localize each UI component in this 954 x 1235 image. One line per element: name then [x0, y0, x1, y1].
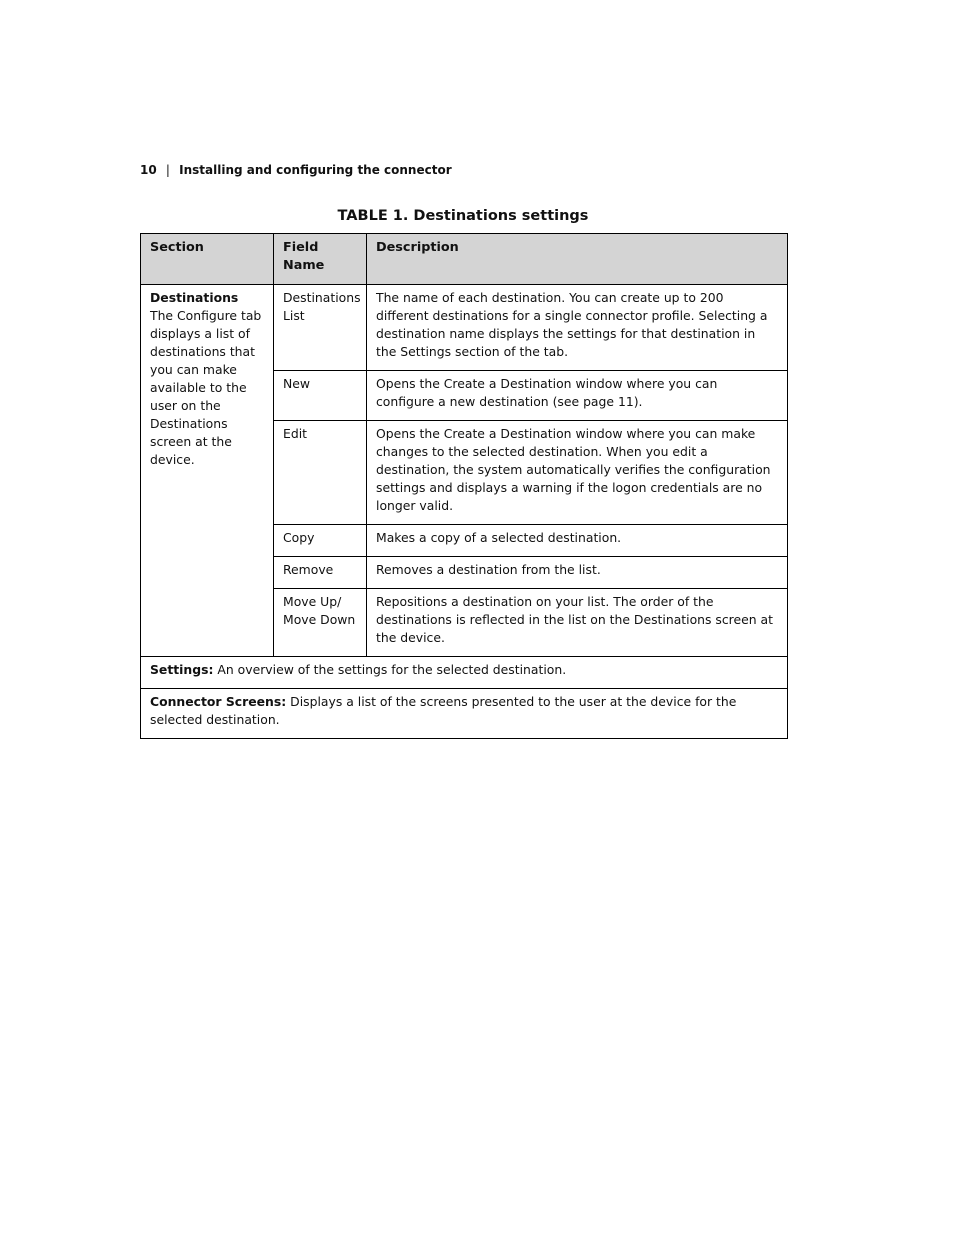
description-cell: Repositions a destination on your list. The order of the destinations is reflected in the list on the Destinations screen at the device.: [367, 589, 788, 657]
header-field-name: Field Name: [274, 234, 367, 285]
description-cell: Opens the Create a Destination window where you can make changes to the selected destination. When you edit a destination, the system automatically verifies the configuration settings and displays a warning if the logon credentials are no longer valid.: [367, 421, 788, 525]
destinations-settings-table: [140, 233, 788, 739]
field-cell: New: [274, 371, 367, 421]
field-cell: Edit: [274, 421, 367, 525]
field-cell: Move Up/ Move Down: [274, 589, 367, 657]
connector-screens-label: Connector Screens:: [150, 694, 287, 709]
chapter-title: Installing and configuring the connector: [179, 163, 452, 177]
connector-screens-row: [141, 689, 788, 739]
settings-cell: [141, 657, 788, 689]
header-description: Description: [367, 234, 788, 285]
page-number: 10: [140, 163, 157, 177]
description-cell: Removes a destination from the list.: [367, 557, 788, 589]
settings-label: Settings:: [150, 662, 214, 677]
table-caption: TABLE 1. Destinations settings: [337, 208, 589, 224]
running-head: [140, 163, 452, 177]
connector-screens-cell: [141, 689, 788, 739]
description-cell: Opens the Create a Destination window where you can configure a new destination (see page 11).: [367, 371, 788, 421]
field-cell: Destinations List: [274, 285, 367, 371]
section-cell: [141, 285, 274, 657]
section-text: The Configure tab displays a list of destinations that you can make available to the user on the Destinations screen at the device.: [150, 308, 262, 467]
connector-screens-text: Displays a list of the screens presented to the user at the device for the selected destination.: [150, 694, 737, 727]
settings-row: [141, 657, 788, 689]
field-cell: Remove: [274, 557, 367, 589]
settings-text: An overview of the settings for the selected destination.: [217, 662, 567, 677]
section-title: Destinations: [150, 290, 239, 305]
description-cell: The name of each destination. You can create up to 200 different destinations for a single connector profile. Selecting a destination name displays the settings for that destination in the Settings section of the tab.: [367, 285, 788, 371]
table-row: [141, 285, 788, 371]
running-head-separator: |: [165, 163, 170, 177]
header-section: Section: [141, 234, 274, 285]
description-cell: Makes a copy of a selected destination.: [367, 525, 788, 557]
table-header-row: [141, 234, 788, 285]
field-cell: Copy: [274, 525, 367, 557]
